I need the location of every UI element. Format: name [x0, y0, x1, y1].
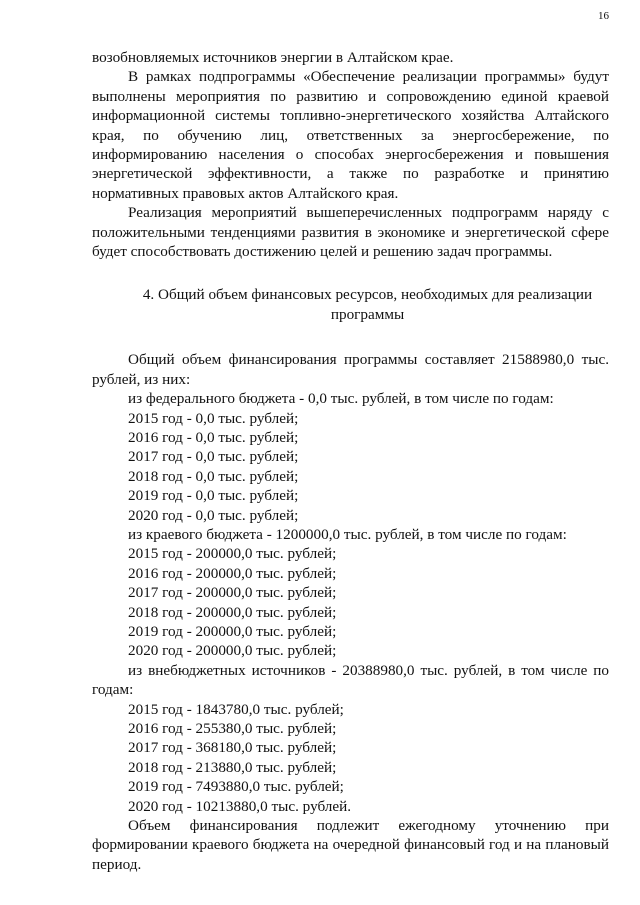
federal-year-line: 2018 год - 0,0 тыс. рублей; [128, 467, 299, 485]
federal-year-line: 2020 год - 0,0 тыс. рублей; [128, 506, 299, 524]
federal-year-line: 2017 год - 0,0 тыс. рублей; [128, 448, 299, 466]
extrabudgetary-block [92, 661, 609, 816]
federal-year-line: 2015 год - 0,0 тыс. рублей; [128, 409, 299, 427]
regional-year-line: 2015 год - 200000,0 тыс. рублей; [128, 545, 337, 563]
regional-budget-header: из краевого бюджета - 1200000,0 тыс. рублей, в том числе по годам: [128, 525, 567, 543]
federal-year-line: 2016 год - 0,0 тыс. рублей; [128, 428, 299, 446]
extrabudgetary-year-line: 2019 год - 7493880,0 тыс. рублей; [128, 778, 344, 796]
paragraph-continuation: возобновляемых источников энергии в Алтайском крае. [92, 49, 454, 66]
regional-year-line: 2017 год - 200000,0 тыс. рублей; [128, 584, 337, 602]
extrabudgetary-header: из внебюджетных источников - 20388980,0 тыс. рублей, в том числе по годам: [92, 661, 609, 699]
page-number: 16 [598, 10, 609, 22]
paragraph-implementation: Реализация мероприятий вышеперечисленных подпрограмм наряду с положительными тенденциями развития в экономике и энергетической сфере будет способствовать достижению целей и решению задач программы. [92, 204, 609, 261]
paragraph-total-funding: Общий объем финансирования программы составляет 21588980,0 тыс. рублей, из них: [92, 351, 609, 388]
regional-budget-block [92, 525, 609, 661]
regional-year-line: 2016 год - 200000,0 тыс. рублей; [128, 564, 337, 582]
section-heading: 4. Общий объем финансовых ресурсов, необходимых для реализации программы [142, 286, 593, 323]
extrabudgetary-year-line: 2017 год - 368180,0 тыс. рублей; [128, 739, 337, 757]
extrabudgetary-year-line: 2018 год - 213880,0 тыс. рублей; [128, 758, 337, 776]
paragraph-subprogram: В рамках подпрограммы «Обеспечение реализации программы» будут выполнены мероприятия по развитию и сопровождению единой краевой информационной системы топливно-энергетического хозяйства Алтайского края, по обучению лиц, ответственных за энергосбережение, по информированию населения о способах энергосбережения и повышения энергетической эффективности, а также по разработке и принятию нормативных правовых актов Алтайского края. [92, 68, 609, 202]
federal-budget-header: из федерального бюджета - 0,0 тыс. рублей, в том числе по годам: [128, 390, 554, 408]
extrabudgetary-year-line: 2020 год - 10213880,0 тыс. рублей. [128, 797, 352, 815]
regional-year-line: 2018 год - 200000,0 тыс. рублей; [128, 603, 337, 621]
extrabudgetary-year-line: 2016 год - 255380,0 тыс. рублей; [128, 720, 337, 737]
regional-year-line: 2019 год - 200000,0 тыс. рублей; [128, 622, 337, 640]
extrabudgetary-year-line: 2015 год - 1843780,0 тыс. рублей; [128, 700, 344, 718]
paragraph-closing: Объем финансирования подлежит ежегодному уточнению при формировании краевого бюджета на очередной финансовый год и на плановый период. [92, 817, 609, 873]
federal-year-line: 2019 год - 0,0 тыс. рублей; [128, 487, 299, 505]
document-body [92, 48, 609, 874]
federal-budget-block [92, 389, 609, 525]
regional-year-line: 2020 год - 200000,0 тыс. рублей; [128, 642, 337, 660]
